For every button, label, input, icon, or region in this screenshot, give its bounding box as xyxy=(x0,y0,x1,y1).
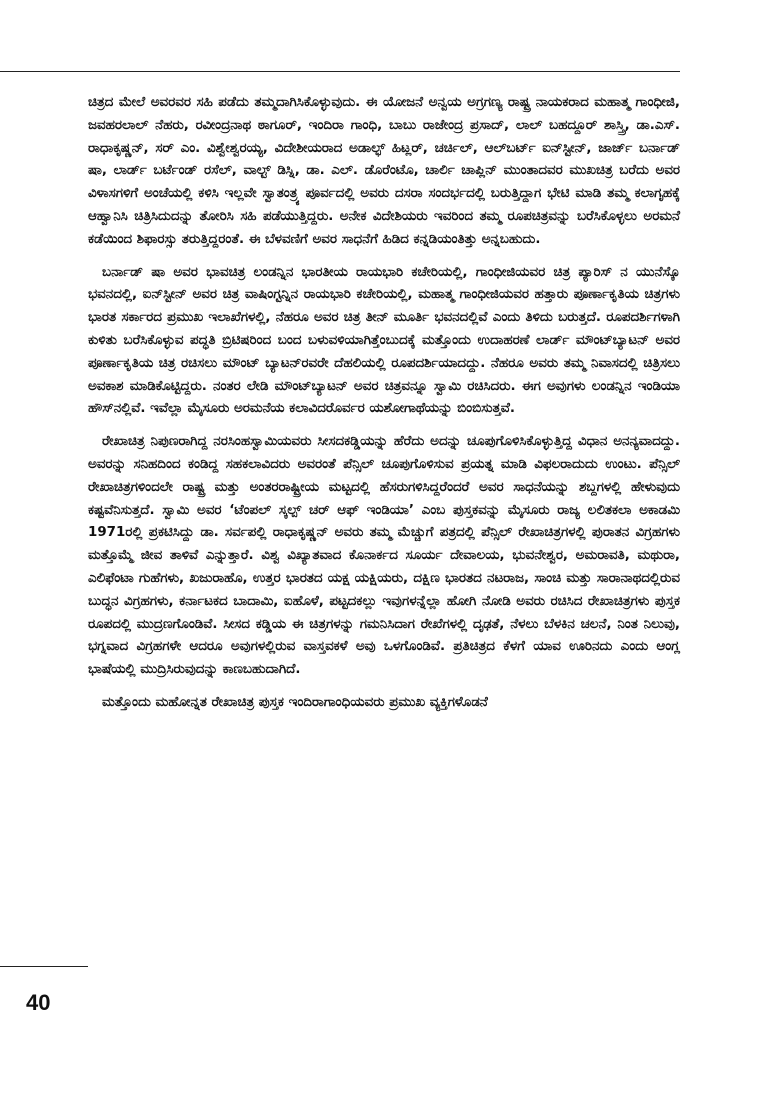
page-number: 40 xyxy=(26,990,51,1015)
paragraph: ಮತ್ತೊಂದು ಮಹೋನ್ನತ ರೇಖಾಚಿತ್ರ ಪುಸ್ತಕ ಇಂದಿರಾಗಾಂಧಿಯವರು ಪ್ರಮುಖ ವ್ಯಕ್ತಿಗಳೊಡನೆ xyxy=(102,694,488,710)
paragraph: ಚಿತ್ರದ ಮೇಲೆ ಅವರವರ ಸಹಿ ಪಡೆದು ತಮ್ಮದಾಗಿಸಿಕೊಳ್ಳುವುದು. ಈ ಯೋಜನೆ ಅನ್ವಯ ಅಗ್ರಗಣ್ಯ ರಾಷ್ಟ್ರ ನಾಯಕರಾದ ಮಹಾತ್ಮ ಗಾಂಧೀಜಿ, ಜವಹರಲಾಲ್ ನೆಹರು, ರವೀಂದ್ರನಾಥ ಠಾಗೂರ್, ಇಂದಿರಾ ಗಾಂಧಿ, ಬಾಬು ರಾಜೇಂದ್ರ ಪ್ರಸಾದ್, ಲಾಲ್ ಬಹದ್ದೂರ್ ಶಾಸ್ತ್ರಿ, ಡಾ.ಎಸ್. ರಾಧಾಕೃಷ್ಣನ್, ಸರ್ ಎಂ. ವಿಶ್ವೇಶ್ವರಯ್ಯ, ವಿದೇಶೀಯರಾದ ಅಡಾಲ್ಫ್ ಹಿಟ್ಲರ್, ಚರ್ಚಿಲ್, ಆಲ್‌ಬರ್ಟ್ ಐನ್‌ಸ್ಟೀನ್, ಜಾರ್ಜ್ ಬರ್ನಾಡ್ ಷಾ, ಲಾರ್ಡ್ ಬರ್ಟೆಂಡ್ ರಸೆಲ್, ವಾಲ್ಟ್ ಡಿಸ್ನಿ, ಡಾ. ಎಲ್. ಡೊರೆಂಟೊ, ಚಾರ್ಲಿ ಚಾಪ್ಲಿನ್ ಮುಂತಾದವರ ಮುಖಚಿತ್ರ ಬರೆದು ಅವರ ವಿಳಾಸಗಳಿಗೆ ಅಂಚೆಯಲ್ಲಿ ಕಳಿಸಿ ಇಲ್ಲವೇ ಸ್ವಾತಂತ್ರ್ಯ ಪೂರ್ವದಲ್ಲಿ ಅವರು ದಸರಾ ಸಂದರ್ಭದಲ್ಲಿ ಬರುತ್ತಿದ್ದಾಗ ಭೇಟಿ ಮಾಡಿ ತಮ್ಮ ಕಲಾಗೃಹಕ್ಕೆ ಆಹ್ವಾನಿಸಿ ಚಿತ್ರಿಸಿದುದನ್ನು ತೋರಿಸಿ ಸಹಿ ಪಡೆಯುತ್ತಿದ್ದರು. ಅನೇಕ ವಿದೇಶಿಯರು ಇವರಿಂದ ತಮ್ಮ ರೂಪಚಿತ್ರವನ್ನು ಬರೆಸಿಕೊಳ್ಳಲು ಅರಮನೆ ಕಡೆಯಿಂದ ಶಿಫಾರಸ್ಸು ತರುತ್ತಿದ್ದರಂತೆ. ಈ ಬೆಳವಣಿಗೆ ಅವರ ಸಾಧನೆಗೆ ಹಿಡಿದ ಕನ್ನಡಿಯಂತಿತ್ತು ಅನ್ನಬಹುದು. xyxy=(88,95,680,247)
paragraph: ಬರ್ನಾಡ್ ಷಾ ಅವರ ಭಾವಚಿತ್ರ ಲಂಡನ್ನಿನ ಭಾರತೀಯ ರಾಯಭಾರಿ ಕಚೇರಿಯಲ್ಲಿ, ಗಾಂಧೀಜಿಯವರ ಚಿತ್ರ ಪ್ಯಾರಿಸ್ ನ ಯುನೆಸ್ಕೊ ಭವನದಲ್ಲಿ, ಐನ್‌ಸ್ಟೀನ್ ಅವರ ಚಿತ್ರ ವಾಷಿಂಗ್ಟನ್ನಿನ ರಾಯಭಾರಿ ಕಚೇರಿಯಲ್ಲಿ, ಮಹಾತ್ಮ ಗಾಂಧೀಜಿಯವರ ಹತ್ತಾರು ಪೂರ್ಣಾಕೃತಿಯ ಚಿತ್ರಗಳು ಭಾರತ ಸರ್ಕಾರದ ಪ್ರಮುಖ ಇಲಾಖೆಗಳಲ್ಲಿ, ನೆಹರೂ ಅವರ ಚಿತ್ರ ತೀನ್ ಮೂರ್ತಿ ಭವನದಲ್ಲಿವೆ ಎಂದು ತಿಳಿದು ಬರುತ್ತದೆ. ರೂಪದರ್ಶಿಗಳಾಗಿ ಕುಳಿತು ಬರೆಸಿಕೊಳ್ಳುವ ಪದ್ಧತಿ ಬ್ರಿಟಿಷರಿಂದ ಬಂದ ಬಳುವಳಿಯಾಗಿತ್ತೆಂಬುದಕ್ಕೆ ಮತ್ತೊಂದು ಉದಾಹರಣೆ ಲಾರ್ಡ್ ಮೌಂಟ್‌ಬ್ಯಾಟನ್ ಅವರ ಪೂರ್ಣಾಕೃತಿಯ ಚಿತ್ರ ರಚಿಸಲು ಮೌಂಟ್ ಬ್ಯಾಟನ್‌ರವರೇ ದೆಹಲಿಯಲ್ಲಿ ರೂಪದರ್ಶಿಯಾದದ್ದು. ನೆಹರೂ ಅವರು ತಮ್ಮ ನಿವಾಸದಲ್ಲಿ ಚಿತ್ರಿಸಲು ಅವಕಾಶ ಮಾಡಿಕೊಟ್ಟಿದ್ದರು. ನಂತರ ಲೇಡಿ ಮೌಂಟ್‌ಬ್ಯಾಟನ್ ಅವರ ಚಿತ್ರವನ್ನೂ ಸ್ವಾಮಿ ರಚಿಸಿದರು. ಈಗ ಅವುಗಳು ಲಂಡನ್ನಿನ ಇಂಡಿಯಾ ಹೌಸ್‌ನಲ್ಲಿವೆ. ಇವೆಲ್ಲಾ ಮೈಸೂರು ಅರಮನೆಯ ಕಲಾವಿದರೊರ್ವರ ಯಶೋಗಾಥೆಯನ್ನು ಬಿಂಬಿಸುತ್ತವೆ. xyxy=(88,264,680,417)
footer-rule xyxy=(0,966,88,967)
paragraph: ರೇಖಾಚಿತ್ರ ನಿಪುಣರಾಗಿದ್ದ ನರಸಿಂಹಸ್ವಾಮಿಯವರು ಸೀಸದಕಡ್ಡಿಯನ್ನು ಹೆರೆದು ಅದನ್ನು ಚೂಪುಗೊಳಿಸಿಕೊಳ್ಳುತ್ತಿದ್ದ ವಿಧಾನ ಅನನ್ಯವಾದದ್ದು. ಅವರನ್ನು ಸನಿಹದಿಂದ ಕಂಡಿದ್ದ ಸಹಕಲಾವಿದರು ಅವರಂತೆ ಪೆನ್ಸಿಲ್ ಚೂಪುಗೊಳಿಸುವ ಪ್ರಯತ್ನ ಮಾಡಿ ವಿಫಲರಾದುದು ಉಂಟು. ಪೆನ್ಸಿಲ್ ರೇಖಾಚಿತ್ರಗಳಿಂದಲೇ ರಾಷ್ಟ್ರ ಮತ್ತು ಅಂತರರಾಷ್ಟ್ರೀಯ ಮಟ್ಟದಲ್ಲಿ ಹೆಸರುಗಳಿಸಿದ್ದರೆಂದರೆ ಅವರ ಸಾಧನೆಯನ್ನು ಶಬ್ದಗಳಲ್ಲಿ ಹೇಳುವುದು ಕಷ್ಟವೆನಿಸುತ್ತದೆ. ಸ್ವಾಮಿ ಅವರ ‘ಟೆಂಪಲ್ ಸ್ಕಲ್ಪ್ ಚರ್ ಆಫ್ ಇಂಡಿಯಾ’ ಎಂಬ ಪುಸ್ತಕವನ್ನು ಮೈಸೂರು ರಾಜ್ಯ ಲಲಿತಕಲಾ ಅಕಾಡಮಿ 1971ರಲ್ಲಿ ಪ್ರಕಟಿಸಿದ್ದು ಡಾ. ಸರ್ವಪಲ್ಲಿ ರಾಧಾಕೃಷ್ಣನ್ ಅವರು ತಮ್ಮ ಮೆಚ್ಚುಗೆ ಪತ್ರದಲ್ಲಿ ಪೆನ್ಸಿಲ್ ರೇಖಾಚಿತ್ರಗಳಲ್ಲಿ ಪುರಾತನ ವಿಗ್ರಹಗಳು ಮತ್ತೊಮ್ಮೆ ಜೀವ ತಾಳಿವೆ ಎನ್ನುತ್ತಾರೆ. ವಿಶ್ವ ವಿಖ್ಯಾತವಾದ ಕೊನಾರ್ಕದ ಸೂರ್ಯ ದೇವಾಲಯ, ಭುವನೇಶ್ವರ, ಅಮರಾವತಿ, ಮಥುರಾ, ಎಲಿಫೆಂಟಾ ಗುಹೆಗಳು, ಖಜುರಾಹೊ, ಉತ್ತರ ಭಾರತದ ಯಕ್ಷ ಯಕ್ಷಿಯರು, ದಕ್ಷಿಣ ಭಾರತದ ನಟರಾಜ, ಸಾಂಚಿ ಮತ್ತು ಸಾರಾನಾಥದಲ್ಲಿರುವ ಬುದ್ಧನ ವಿಗ್ರಹಗಳು, ಕರ್ನಾಟಕದ ಬಾದಾಮಿ, ಐಹೊಳೆ, ಪಟ್ಟದಕಲ್ಲು ಇವುಗಳನ್ನೆಲ್ಲಾ ಹೋಗಿ ನೋಡಿ ಅವರು ರಚಿಸಿದ ರೇಖಾಚಿತ್ರಗಳು ಪುಸ್ತಕ ರೂಪದಲ್ಲಿ ಮುದ್ರಣಗೊಂಡಿವೆ. ಸೀಸದ ಕಡ್ಡಿಯ ಈ ಚಿತ್ರಗಳನ್ನು ಗಮನಿಸಿದಾಗ ರೇಖೆಗಳಲ್ಲಿ ದೃಢತೆ, ನೆಳಲು ಬೆಳಕಿನ ಚಲನೆ, ನಿಂತ ನಿಲುವು, ಭಗ್ನವಾದ ವಿಗ್ರಹಗಳೇ ಆದರೂ ಅವುಗಳಲ್ಲಿರುವ ವಾಸ್ತವಕಳೆ ಅವು ಒಳಗೊಂಡಿವೆ. ಪ್ರತಿಚಿತ್ರದ ಕೆಳಗೆ ಯಾವ ಊರಿನದು ಎಂದು ಆಂಗ್ಲ ಭಾಷೆಯಲ್ಲಿ ಮುದ್ರಿಸಿರುವುದನ್ನು ಕಾಣಬಹುದಾಗಿದೆ. xyxy=(88,434,680,678)
header-rule xyxy=(0,71,680,72)
page-body xyxy=(88,92,680,725)
